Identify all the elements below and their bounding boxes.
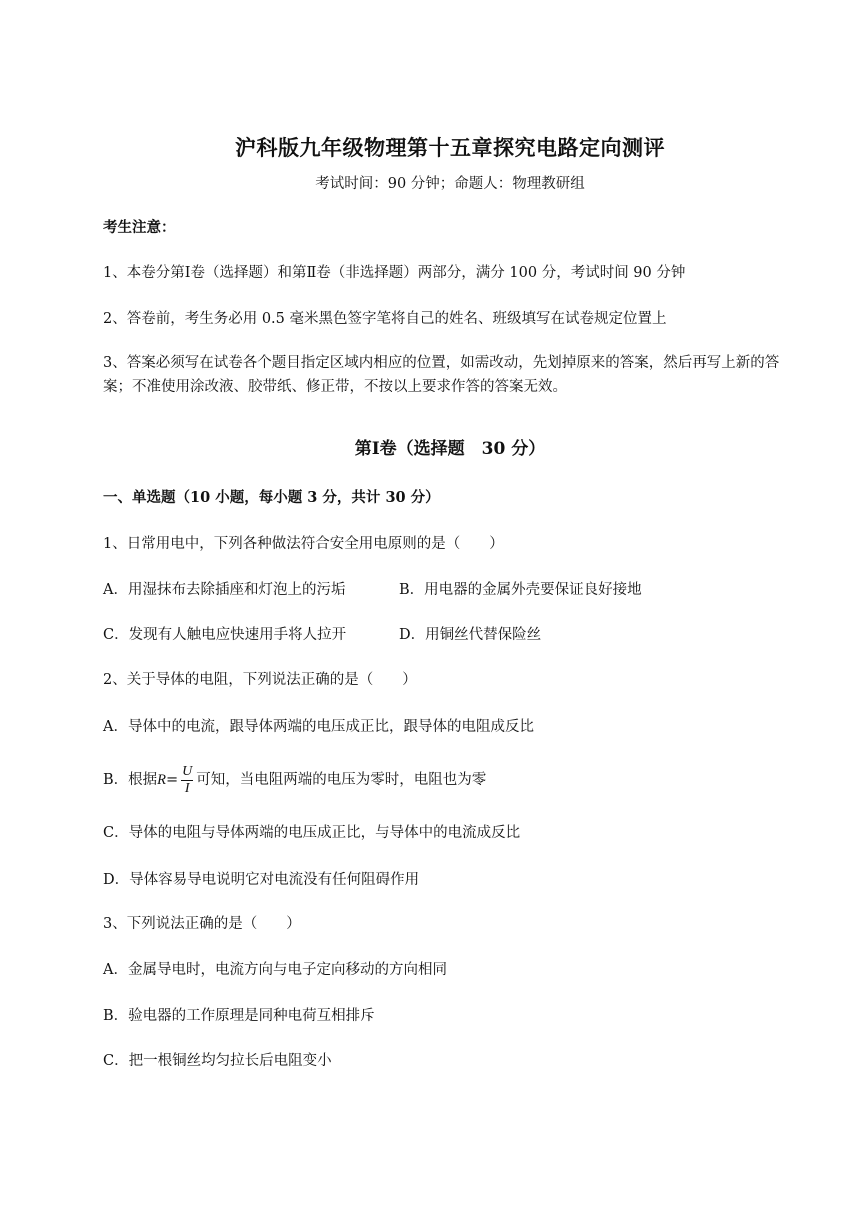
question-2-stem: 2、关于导体的电阻，下列说法正确的是（ ） <box>103 672 417 688</box>
question-1-option-a: A．用湿抹布去除插座和灯泡上的污垢 <box>103 582 346 598</box>
notice-heading: 考生注意： <box>103 219 176 236</box>
section-title: 第Ⅰ卷（选择题 30 分） <box>354 439 546 459</box>
question-2-option-c: C．导体的电阻与导体两端的电压成正比，与导体中的电流成反比 <box>103 825 521 841</box>
question-2-option-d: D．导体容易导电说明它对电流没有任何阻碍作用 <box>103 872 420 888</box>
question-2-option-b-text: 可知，当电阻两端的电压为零时，电阻也为零 <box>196 772 487 788</box>
formula-equals: = <box>166 772 179 788</box>
question-1-option-d: D．用铜丝代替保险丝 <box>399 627 542 643</box>
question-2-option-b-label: B．根据 <box>103 772 158 788</box>
question-1-stem: 1、日常用电中，下列各种做法符合安全用电原则的是（ ） <box>103 536 504 552</box>
formula-denominator: I <box>184 780 190 796</box>
formula-numerator: U <box>182 763 193 779</box>
question-3-option-a: A．金属导电时，电流方向与电子定向移动的方向相同 <box>103 962 447 978</box>
question-3-option-b: B．验电器的工作原理是同种电荷互相排斥 <box>103 1008 375 1024</box>
formula-fraction <box>181 764 193 797</box>
question-1-option-b: B．用电器的金属外壳要保证良好接地 <box>399 582 642 598</box>
formula-lhs: R <box>157 772 167 788</box>
exam-subtitle: 考试时间：90 分钟；命题人：物理教研组 <box>315 176 585 192</box>
notice-item-1: 1、本卷分第Ⅰ卷（选择题）和第Ⅱ卷（非选择题）两部分，满分 100 分，考试时间 90 分钟 <box>103 265 686 281</box>
question-2-option-a: A．导体中的电流，跟导体两端的电压成正比，跟导体的电阻成反比 <box>103 719 534 735</box>
question-1-option-c: C．发现有人触电应快速用手将人拉开 <box>103 627 347 643</box>
question-3-stem: 3、下列说法正确的是（ ） <box>103 916 301 932</box>
question-2-option-b <box>103 760 486 800</box>
part-heading: 一、单选题（10 小题，每小题 3 分，共计 30 分） <box>103 489 440 506</box>
notice-item-2: 2、答卷前，考生务必用 0.5 毫米黑色签字笔将自己的姓名、班级填写在试卷规定位置上 <box>103 311 667 327</box>
question-3-option-c: C．把一根铜丝均匀拉长后电阻变小 <box>103 1053 332 1069</box>
exam-title: 沪科版九年级物理第十五章探究电路定向测评 <box>235 135 665 160</box>
notice-item-3: 3、答案必须写在试卷各个题目指定区域内相应的位置，如需改动，先划掉原来的答案，然后再写上新的答案；不准使用涂改液、胶带纸、修正带，不按以上要求作答的答案无效。 <box>103 355 780 395</box>
